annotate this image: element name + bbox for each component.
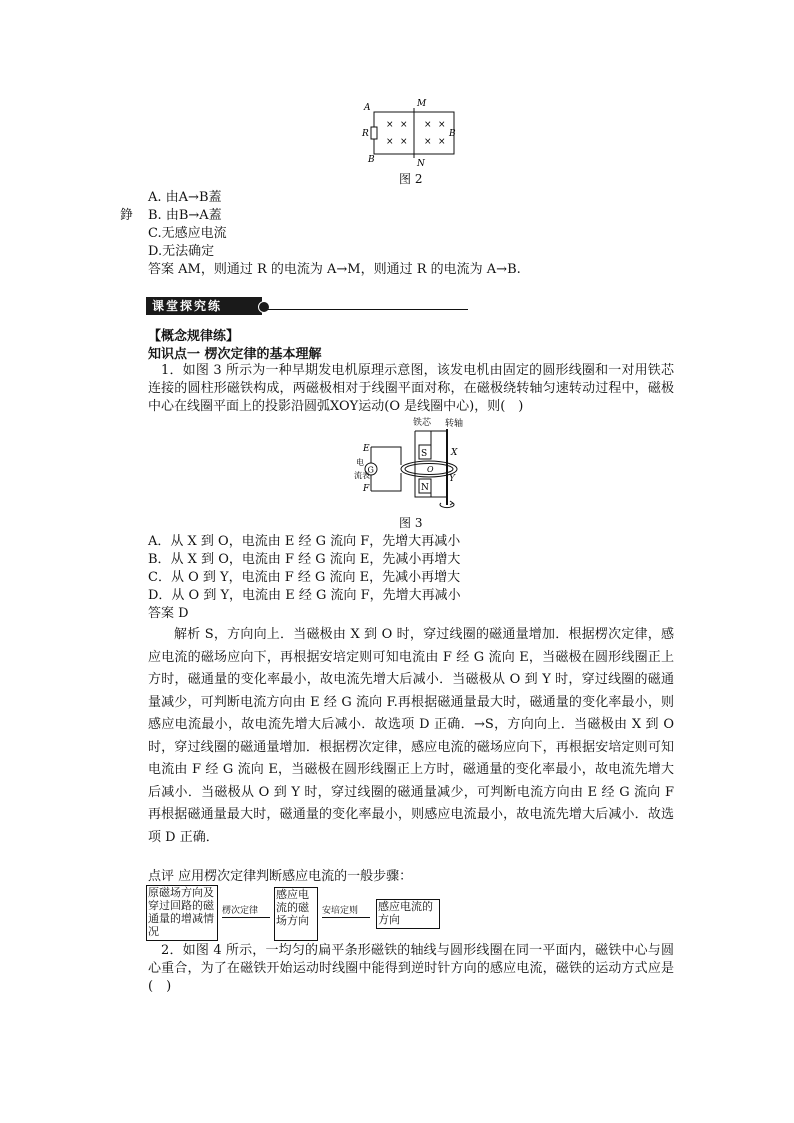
meter-label-1: 电 xyxy=(356,458,364,467)
field-cross: × xyxy=(424,120,432,130)
section-banner xyxy=(146,297,466,315)
option-c: C.无感应电流 xyxy=(148,226,227,241)
q1-answer: 答案 D xyxy=(148,606,189,621)
label-axis: 转轴 xyxy=(445,419,464,429)
q1-option-d: D．从 O 到 Y，电流由 E 经 G 流向 F，先增大再减小 xyxy=(148,588,461,603)
field-cross: × xyxy=(400,137,408,147)
meter-label-2: 流表 xyxy=(354,471,370,480)
pole-s: S xyxy=(421,449,428,459)
option-b-prefix: 錚 xyxy=(120,208,134,223)
label-iron-core: 铁芯 xyxy=(413,418,432,428)
label-B-left: B xyxy=(368,155,375,165)
comment-title: 点评 应用楞次定律判断感应电流的一般步骤： xyxy=(148,869,413,884)
label-R: R xyxy=(362,129,369,139)
flow-box-2: 感应电流的磁场方向 xyxy=(274,887,318,941)
field-cross: × xyxy=(386,120,394,130)
question-1-stem: 1．如图 3 所示为一种早期发电机原理示意图，该发电机由固定的圆形线圈和一对用铁芯连接的圆柱形磁铁构成，两磁极相对于线圈平面对称，在磁极绕转轴匀速转动过程中，磁极中心在线圈平面上的投影沿圆弧XOY运动(O 是线圈中心)，则( ) xyxy=(148,363,674,414)
option-d: D.无法确定 xyxy=(148,244,215,259)
q1-option-c: C．从 O 到 Y，电流由 F 经 G 流向 E，先减小再增大 xyxy=(148,570,461,585)
label-M: M xyxy=(417,99,427,109)
figure-3-caption: 图 3 xyxy=(399,516,423,530)
flow-arrow-2: 安培定则 xyxy=(322,903,370,918)
terminal-e: E xyxy=(363,444,370,454)
q1-option-b: B．从 X 到 O，电流由 F 经 G 流向 E，先减小再增大 xyxy=(148,552,461,567)
option-a: A. 由A→B蓋 xyxy=(148,190,222,205)
flowchart xyxy=(146,885,476,943)
label-A: A xyxy=(364,103,371,113)
option-b: B. 由B→A蓋 xyxy=(148,208,222,223)
label-N: N xyxy=(417,159,425,169)
point-o: O xyxy=(427,465,434,474)
figure-3-generator xyxy=(354,415,477,510)
field-cross: × xyxy=(438,120,446,130)
point-x: X xyxy=(451,448,458,458)
field-cross: × xyxy=(424,137,432,147)
point-y: Y xyxy=(449,474,455,484)
flow-box-3: 感应电流的方向 xyxy=(376,899,440,929)
terminal-f: F xyxy=(363,484,370,494)
galvanometer-g: G xyxy=(367,465,374,475)
field-cross: × xyxy=(400,120,408,130)
flow-arrow-1: 楞次定律 xyxy=(222,903,270,918)
previous-answer: 答案 AM，则通过 R 的电流为 A→M，则通过 R 的电流为 A→B. xyxy=(148,262,521,277)
field-cross: × xyxy=(386,137,394,147)
banner-line xyxy=(268,309,468,310)
knowledge-point-title: 知识点一 楞次定律的基本理解 xyxy=(148,347,322,362)
figure-2-circuit xyxy=(360,98,470,168)
q1-option-a: A．从 X 到 O，电流由 E 经 G 流向 F，先增大再减小 xyxy=(148,534,461,549)
figure-2-caption: 图 2 xyxy=(399,172,423,186)
label-B-right: B xyxy=(449,129,456,139)
flow-box-1: 原磁场方向及穿过回路的磁通量的增减情况 xyxy=(146,885,218,941)
banner-dot xyxy=(258,301,270,313)
section-title: 【概念规律练】 xyxy=(148,329,240,344)
q1-analysis: 解析 S，方向向上．当磁极由 X 到 O 时，穿过线圈的磁通量增加．根据楞次定律，感应电流的磁场应向下，再根据安培定则可知电流由 F 经 G 流向 E，当磁极在圆形线圈正上方时，磁通量的变化率最小，故电流先增大后减小．当磁极从 O 到 Y 时，穿过线圈的磁通量减少，可判断电流方向由 E 经 G 流向 F.再根据磁通量最大时，磁通量的变化率最小，则感应电流最小，故电流先增大后减小．故选项 D 正确．→S，方向向上．当磁极由 X 到 O 时，穿过线圈的磁通量增加．根据楞次定律，感应电流的磁场应向下，再根据安培定则可知电流由 F 经 G 流向 E，当磁极在圆形线圈正上方时，磁通量的变化率最小，故电流先增大后减小．当磁极从 O 到 Y 时，穿过线圈的磁通量减少，可判断电流方向由 E 经 G 流向 F 再根据磁通量最大时，磁通量的变化率最小，则感应电流最小，故电流先增大后减小．故选项 D 正确． xyxy=(148,627,674,845)
pole-n: N xyxy=(421,483,429,493)
field-cross: × xyxy=(438,137,446,147)
question-2-stem: 2．如图 4 所示，一均匀的扁平条形磁铁的轴线与圆形线圈在同一平面内，磁铁中心与圆心重合，为了在磁铁开始运动时线圈中能得到逆时针方向的感应电流，磁铁的运动方式应是( ) xyxy=(148,943,674,994)
banner-label: 课堂探究练 xyxy=(146,297,262,315)
